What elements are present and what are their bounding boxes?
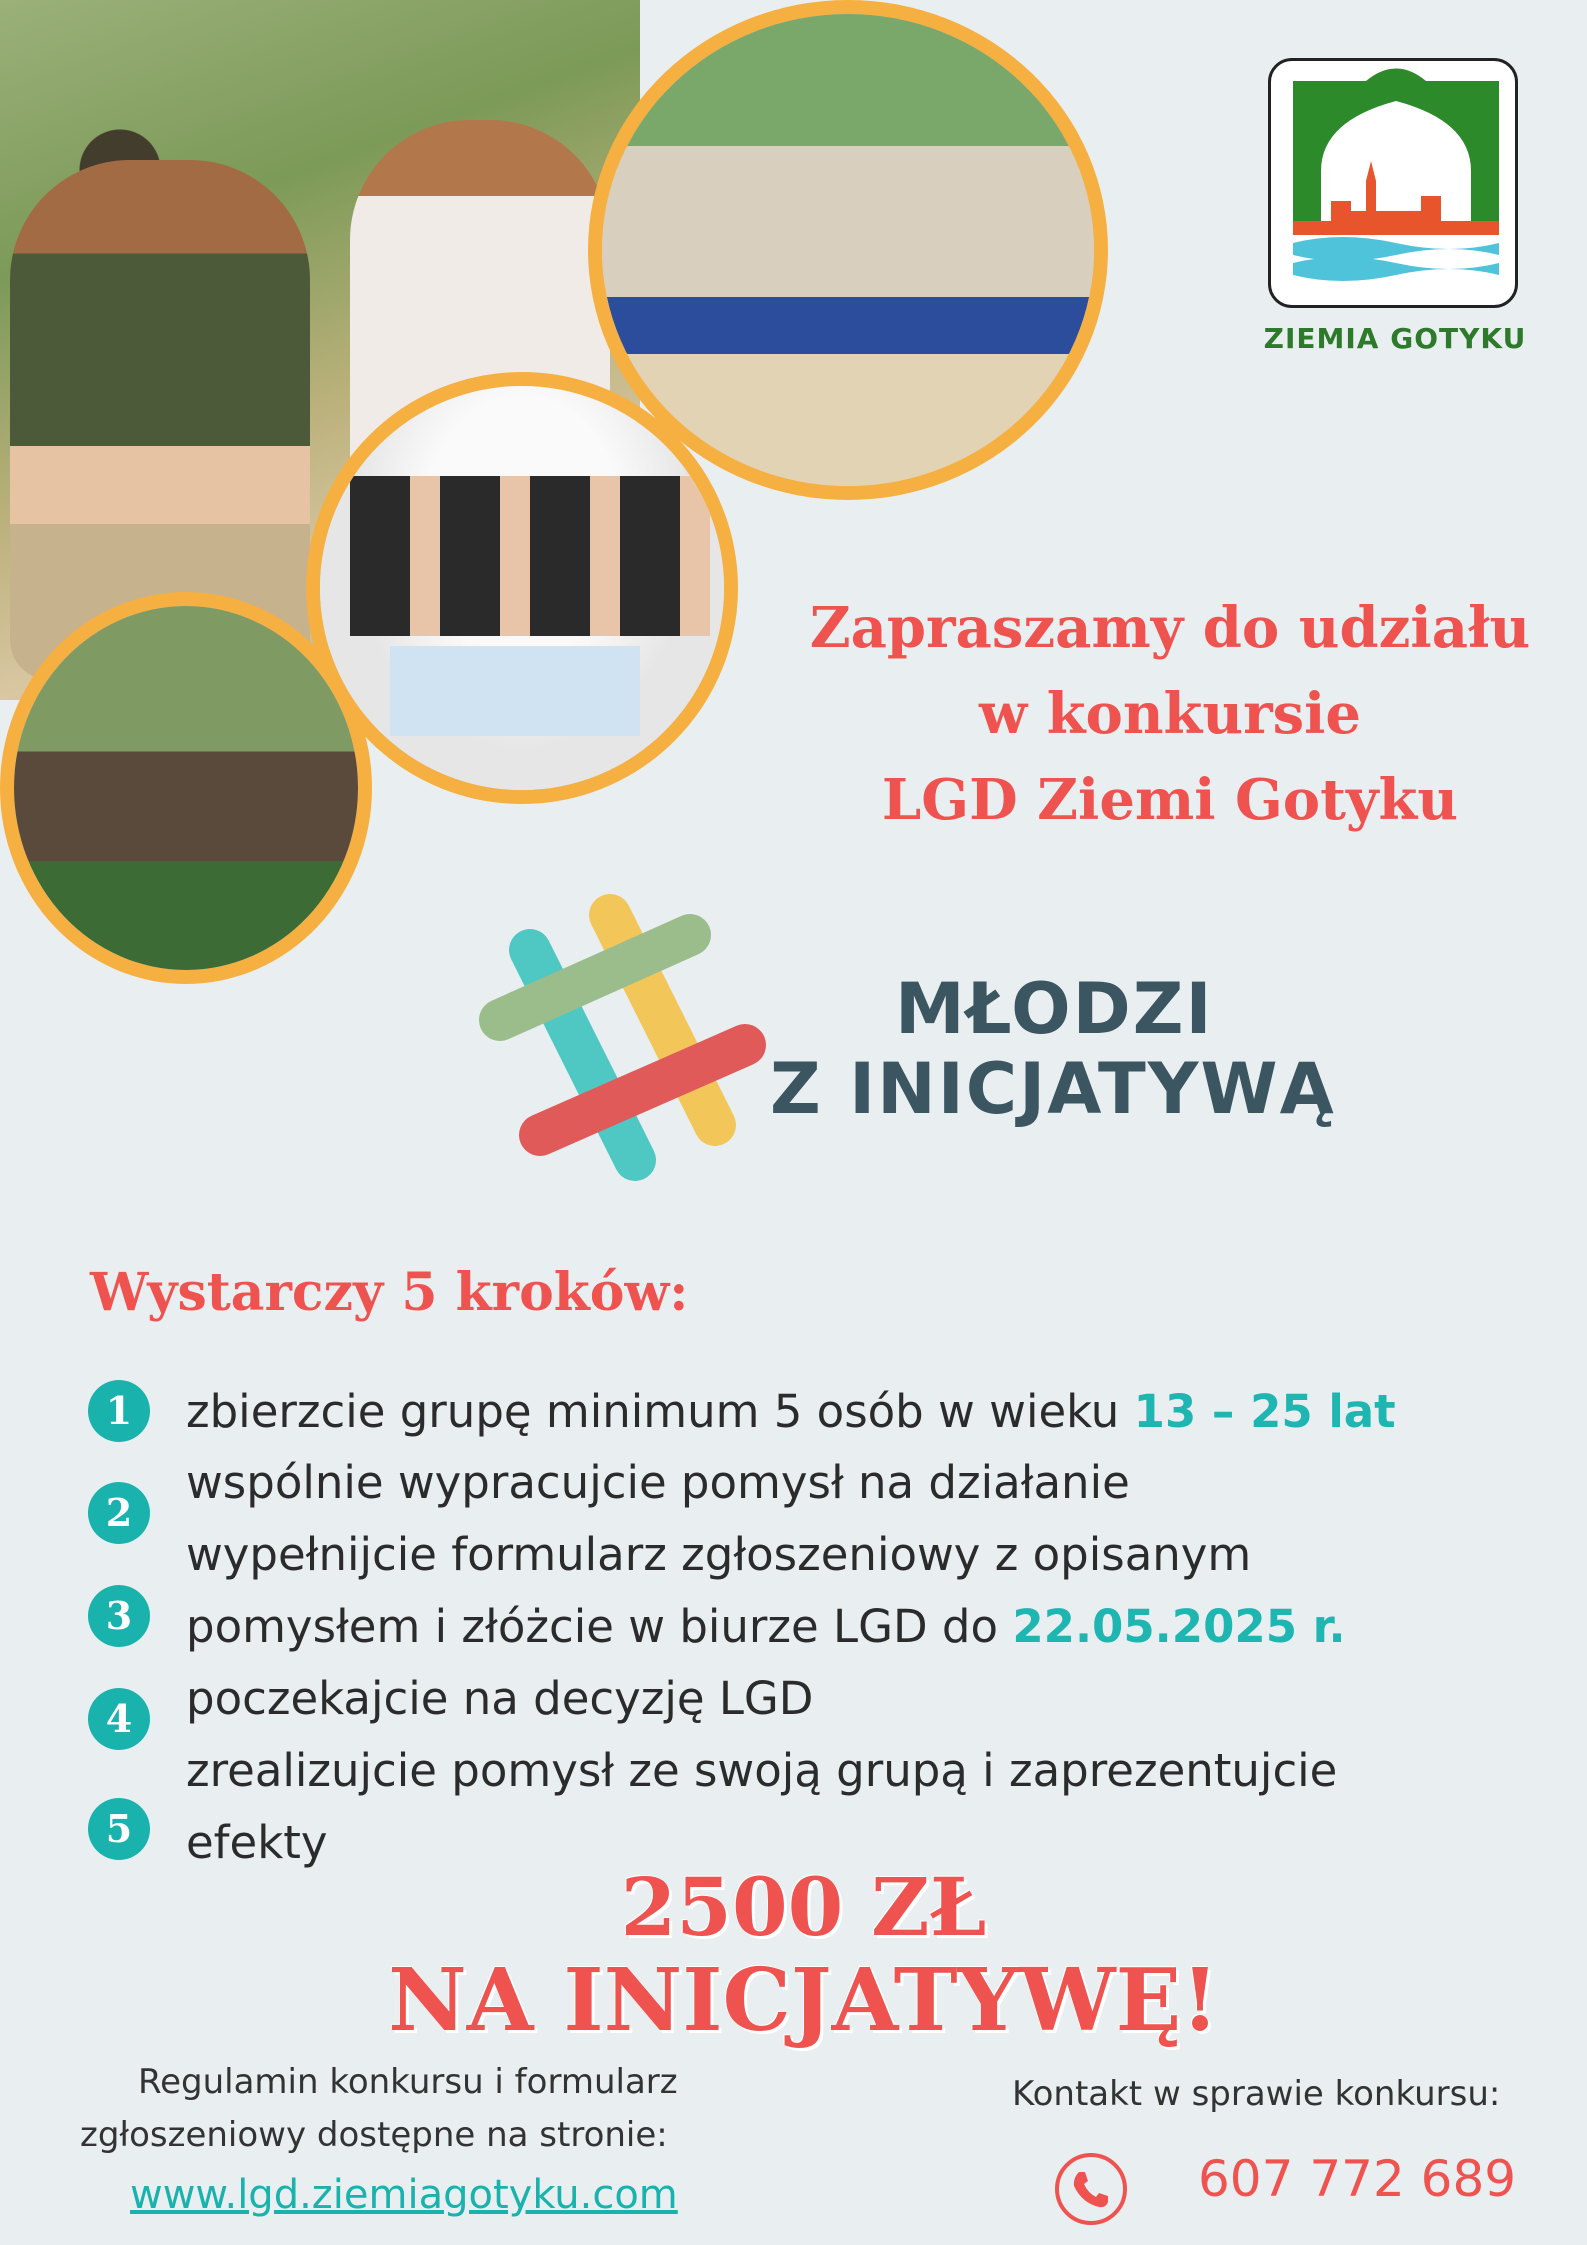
step-number-3: 3 xyxy=(88,1585,150,1647)
step-line-6: zrealizujcie pomysł ze swoją grupą i zaprezentujcie xyxy=(186,1744,1338,1797)
hashtag-icon xyxy=(460,890,770,1190)
step-line-4 xyxy=(186,1600,1346,1653)
deadline-date: 22.05.2025 r. xyxy=(1012,1600,1346,1653)
step-line-1 xyxy=(186,1385,1396,1438)
phone-icon xyxy=(1052,2150,1130,2228)
step-line-7: efekty xyxy=(186,1816,328,1869)
headline-line-3: LGD Ziemi Gotyku xyxy=(881,767,1459,833)
step-number-2: 2 xyxy=(88,1482,150,1544)
step-1-text: zbierzcie grupę minimum 5 osób w wieku xyxy=(186,1385,1134,1438)
rules-line-2: zgłoszeniowy dostępne na stronie: xyxy=(80,2115,668,2155)
contact-label: Kontakt w sprawie konkursu: xyxy=(1012,2074,1501,2114)
program-title-line-1: MŁODZI xyxy=(895,968,1214,1050)
prize-amount: 2500 ZŁ xyxy=(620,1860,987,1954)
photo-circle-gardening xyxy=(0,592,372,984)
step-number-4: 4 xyxy=(88,1688,150,1750)
headline-line-2: w konkursie xyxy=(978,681,1362,747)
rules-line-1: Regulamin konkursu i formularz xyxy=(138,2062,678,2102)
ziemia-gotyku-label: ZIEMIA GOTYKU xyxy=(1263,322,1527,355)
step-line-2: wspólnie wypracujcie pomysł na działanie xyxy=(186,1456,1130,1509)
ziemia-gotyku-logo xyxy=(1268,58,1518,308)
steps-title: Wystarczy 5 kroków: xyxy=(90,1262,689,1323)
step-number-1: 1 xyxy=(88,1380,150,1442)
program-title-line-2: Z INICJATYWĄ xyxy=(770,1048,1336,1130)
invitation-headline xyxy=(770,585,1570,843)
photo-circle-group-girls xyxy=(306,372,738,804)
step-3-text: pomysłem i złóżcie w biurze LGD do xyxy=(186,1600,1013,1653)
prize-subtitle: NA INICJATYWĘ! xyxy=(388,1950,1219,2051)
contact-phone[interactable]: 607 772 689 xyxy=(1198,2150,1517,2208)
website-link[interactable]: www.lgd.ziemiagotyku.com xyxy=(130,2172,678,2218)
headline-line-1: Zapraszamy do udziału xyxy=(809,595,1531,661)
age-range: 13 – 25 lat xyxy=(1133,1385,1396,1438)
step-line-3: wypełnijcie formularz zgłoszeniowy z opisanym xyxy=(186,1528,1252,1581)
step-number-5: 5 xyxy=(88,1798,150,1860)
step-line-5: poczekajcie na decyzję LGD xyxy=(186,1672,814,1725)
